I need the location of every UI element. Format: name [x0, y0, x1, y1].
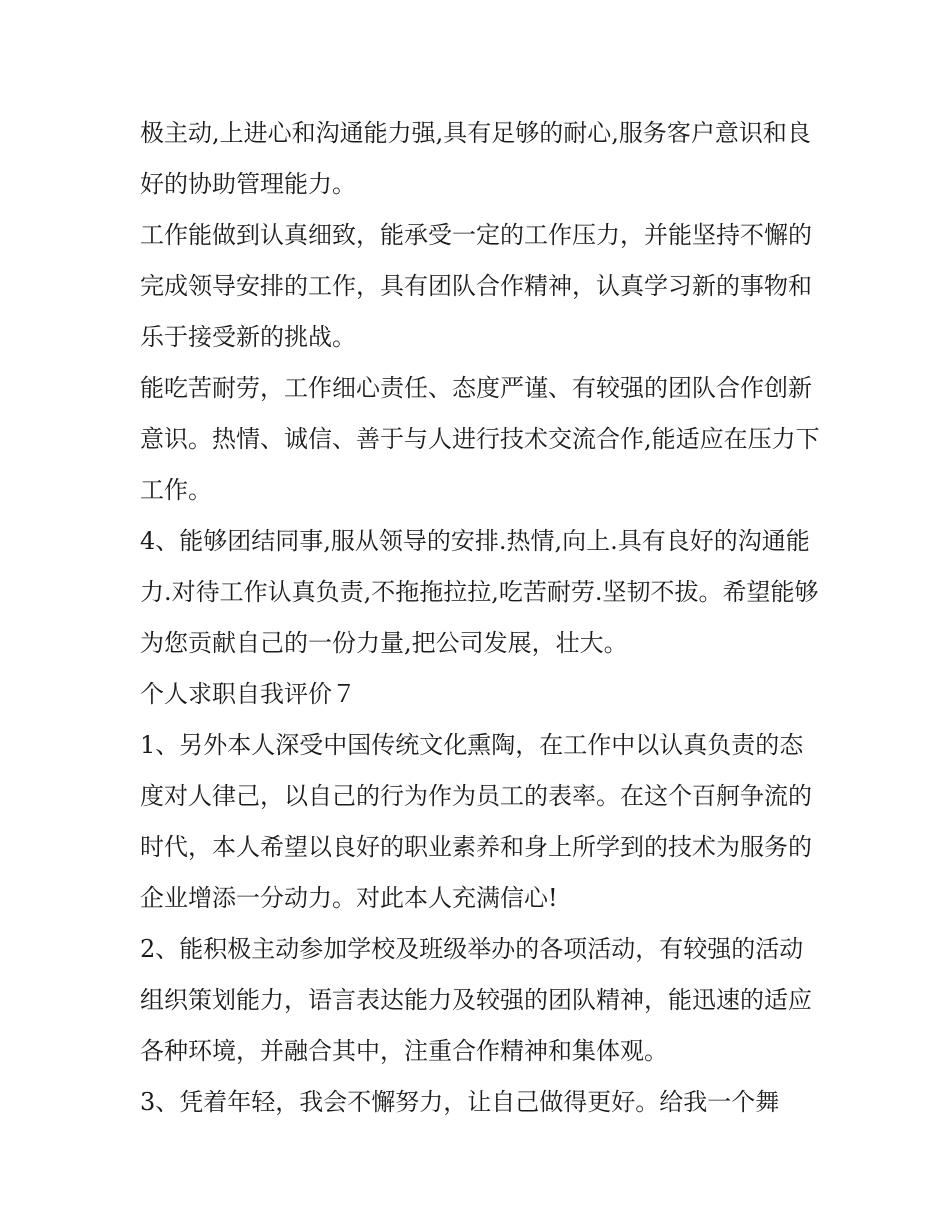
paragraph-4: 4、能够团结同事,服从领导的安排.热情,向上.具有良好的沟通能力.对待工作认真负责,不拖拖拉拉,吃苦耐劳.坚韧不拔。希望能够为您贡献自己的一份力量,把公司发展，壮大。 [140, 527, 819, 657]
paragraph-2: 工作能做到认真细致，能承受一定的工作压力，并能坚持不懈的完成领导安排的工作，具有团队合作精神，认真学习新的事物和乐于接受新的挑战。 [140, 221, 812, 351]
paragraph-6: 2、能积极主动参加学校及班级举办的各项活动，有较强的活动组织策划能力，语言表达能力及较强的团队精神，能迅速的适应各种环境，并融合其中，注重合作精神和集体观。 [140, 935, 812, 1065]
document-body [140, 108, 820, 1128]
section-heading: 个人求职自我评价７ [140, 680, 356, 708]
paragraph-3: 能吃苦耐劳，工作细心责任、态度严谨、有较强的团队合作创新意识。热情、诚信、善于与人进行技术交流合作,能适应在压力下工作。 [140, 374, 820, 504]
paragraph-5: 1、另外本人深受中国传统文化熏陶，在工作中以认真负责的态度对人律己，以自己的行为作为员工的表率。在这个百舸争流的时代，本人希望以良好的职业素养和身上所学到的技术为服务的企业增添一分动力。对此本人充满信心! [140, 731, 812, 912]
paragraph-1: 极主动,上进心和沟通能力强,具有足够的耐心,服务客户意识和良好的协助管理能力。 [140, 119, 811, 198]
paragraph-7: 3、凭着年轻，我会不懈努力，让自己做得更好。给我一个舞 [140, 1088, 780, 1116]
